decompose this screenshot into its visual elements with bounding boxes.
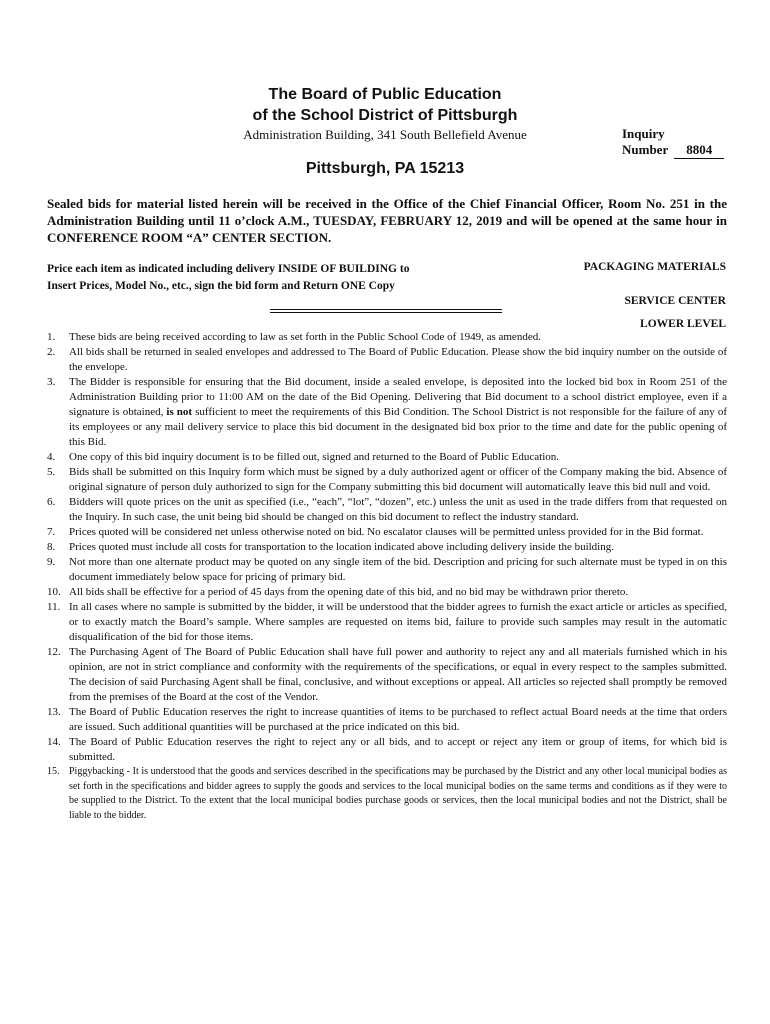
board-title-line2: of the School District of Pittsburgh (252, 107, 518, 124)
list-item: 2. All bids shall be returned in sealed envelopes and addressed to The Board of Public Education. Please show the bid inquiry number on the outside of the envelope. (47, 346, 727, 373)
list-item: 5. Bids shall be submitted on this Inquiry form which must be signed by a duly authorized agent or officer of the Company making the bid. Absence of original signature of person duly authorized to sign for the Company submitting this bid document will automatically leave this bid null and void. (47, 466, 727, 493)
list-item: 12. The Purchasing Agent of The Board of Public Education shall have full power and authority to reject any and all materials furnished which in his opinion, are not in strict compliance and conformity with the requirements of the specifications, or equal in every respect to the samples submitted. The decision of said Purchasing Agent shall be final, conclusive, and without exceptions or appeal. All articles so rejected shall promptly be removed from the premises of the Board at the cost of the Vendor. (47, 646, 727, 703)
list-item: 3. The Bidder is responsible for ensuring that the Bid document, inside a sealed envelope, is deposited into the locked bid box in Room 251 of the Administration Building prior to 11:00 AM on the date of the Bid Opening. Delivering that Bid document to a school district employee, even if a signature is obtained, is not sufficient to meet the requirements of this Bid Condition. The School District is not responsible for the failure of any of its employees or any mail delivery service to place this bid document in the designated bid box prior to the time and date for the public opening of this Bid. (47, 376, 727, 448)
pricing-instruction-line2: Insert Prices, Model No., etc., sign the bid form and Return ONE Copy (47, 280, 395, 292)
list-item: 8. Prices quoted must include all costs for transportation to the location indicated above including delivery inside the building. (47, 541, 614, 553)
double-rule-divider (270, 309, 502, 313)
emphasis-is-not: is not (166, 406, 193, 418)
delivery-location: SERVICE CENTER (624, 295, 726, 307)
delivery-level: LOWER LEVEL (640, 318, 726, 330)
list-item: 11. In all cases where no sample is submitted by the bidder, it will be understood that the bidder agrees to furnish the exact article or articles as specified, or to exactly match the Board’s sample. Where samples are requested on items bid, failure to provide such samples may result in the automatic disqualification of the bid for those items. (47, 601, 727, 643)
list-item: 9. Not more than one alternate product may be quoted on any single item of the bid. Description and pricing for such alternate must be typed in on this document immediately below space for pricing of primary bid. (47, 556, 727, 583)
number-label: Number (622, 142, 669, 157)
city-line: Pittsburgh, PA 15213 (305, 160, 465, 177)
inquiry-label: Inquiry (622, 126, 665, 141)
list-item: 15. Piggybacking - It is understood that the goods and services described in the specifications may be purchased by the District and any other local municipal bodies as set forth in the specifications and bidder agrees to supply the goods and services to the local municipal bodies on the same terms and conditions as if they were to be supplied to the District. To the extent that the local municipal bodies purchase goods or services, then the local municipal bodies and not the District, shall be liable to the bidder. (47, 766, 727, 821)
pricing-instruction-line1: Price each item as indicated including delivery INSIDE OF BUILDING to (47, 263, 410, 275)
intro-paragraph: Sealed bids for material listed herein will be received in the Office of the Chief Financial Officer, Room No. 251 in the Administration Building until 11 o’clock A.M., TUESDAY, FEBRUARY 12, 2019 and will be opened at the same hour in CONFERENCE ROOM “A” CENTER SECTION. (47, 196, 727, 245)
list-item: 4. One copy of this bid inquiry document is to be filled out, signed and returned to the Board of Public Education. (47, 451, 560, 463)
inquiry-number-row (622, 142, 724, 159)
list-item: 7. Prices quoted will be considered net unless otherwise noted on bid. No escalator clauses will be permitted unless provided for in the Bid format. (47, 526, 704, 538)
bid-conditions-list (47, 330, 727, 823)
list-item: 6. Bidders will quote prices on the unit as specified (i.e., “each”, “lot”, “dozen”, etc.) unless the unit as used in the trade differs from that requested on the Inquiry. In such case, the unit being bid should be changed on this bid document to reflect the industry standard. (47, 496, 727, 523)
delivery-department: PACKAGING MATERIALS (583, 261, 726, 273)
inquiry-number: 8804 (674, 142, 724, 159)
list-item: 1. These bids are being received according to law as set forth in the Public School Code of 1949, as amended. (47, 331, 541, 343)
list-item: 14. The Board of Public Education reserves the right to reject any or all bids, and to accept or reject any item or group of items, for which bid is submitted. (47, 736, 727, 763)
pricing-instructions (47, 261, 477, 295)
address-line: Administration Building, 341 South Bellefield Avenue (243, 127, 527, 142)
list-item: 13. The Board of Public Education reserves the right to increase quantities of items to be purchased to reflect actual Board needs at the time that orders are issued. Such additional quantities will be purchased at the price indicated on this bid. (47, 706, 727, 733)
board-title-line1: The Board of Public Education (268, 86, 502, 103)
list-item: 10. All bids shall be effective for a period of 45 days from the opening date of this bid, and no bid may be withdrawn prior thereto. (47, 586, 629, 598)
